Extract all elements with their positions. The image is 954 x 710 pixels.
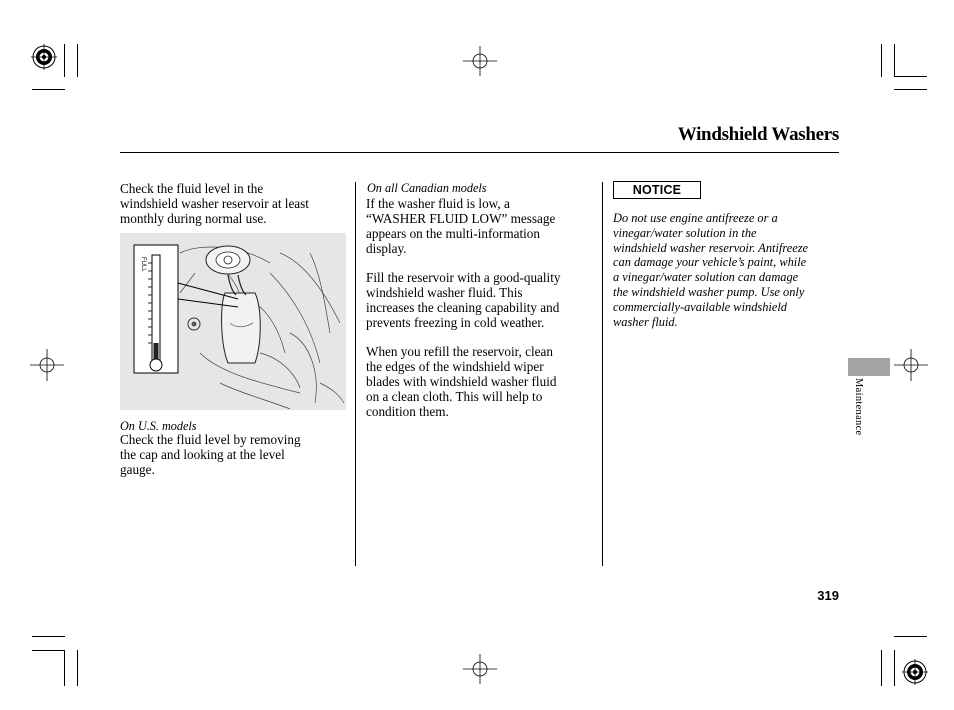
crosshair-icon [463,46,497,76]
crop-mark [894,636,927,637]
crop-mark [77,44,78,77]
crop-mark [77,650,78,686]
page-title: Windshield Washers [677,124,839,145]
crop-mark [32,650,65,651]
crop-mark [32,636,65,637]
header-rule [120,152,839,153]
crosshair-icon [30,349,64,381]
column-divider [355,182,356,566]
reservoir-drawing [120,233,346,410]
column-divider [602,182,603,566]
us-models-paragraph: Check the fluid level by removing the cap and looking at the level gauge. [120,432,301,477]
canadian-models-label: On all Canadian models [367,181,487,195]
crop-mark [894,650,895,686]
crop-mark [894,76,927,77]
notice-badge: NOTICE [613,181,701,199]
reservoir-illustration [120,233,346,410]
refill-paragraph: When you refill the reservoir, clean the edges of the windshield wiper blades with windshield washer fluid on a clean cloth. This will help to condition them. [366,344,557,419]
us-models-label: On U.S. models [120,419,197,433]
notice-paragraph: Do not use engine antifreeze or a vinegar/water solution in the windshield washer reservoir. Antifreeze can damage your vehicle’s paint, while a vinegar/water solution can damage the windshield washer pump. Use only commercially-available windshield washer fluid. [613,211,809,329]
washer-low-paragraph: If the washer fluid is low, a “WASHER FLUID LOW” message appears on the multi-information display. [366,196,556,256]
section-tab [848,358,890,376]
crop-mark [64,44,65,77]
crop-mark [32,89,65,90]
intro-paragraph: Check the fluid level in the windshield washer reservoir at least monthly during normal use. [120,181,309,226]
crop-mark [64,650,65,686]
section-label: Maintenance [853,378,864,436]
crop-mark [894,44,895,77]
gauge-label: FULL [140,257,146,272]
crop-mark [881,650,882,686]
registration-mark-icon [902,659,928,685]
registration-mark-icon [31,44,57,70]
crop-mark [894,89,927,90]
page-number: 319 [817,588,839,603]
crosshair-icon [463,654,497,684]
crop-mark [881,44,882,77]
crosshair-icon [894,349,928,381]
fill-reservoir-paragraph: Fill the reservoir with a good-quality windshield washer fluid. This increases the cleaning capability and prevents freezing in cold weather. [366,270,561,330]
